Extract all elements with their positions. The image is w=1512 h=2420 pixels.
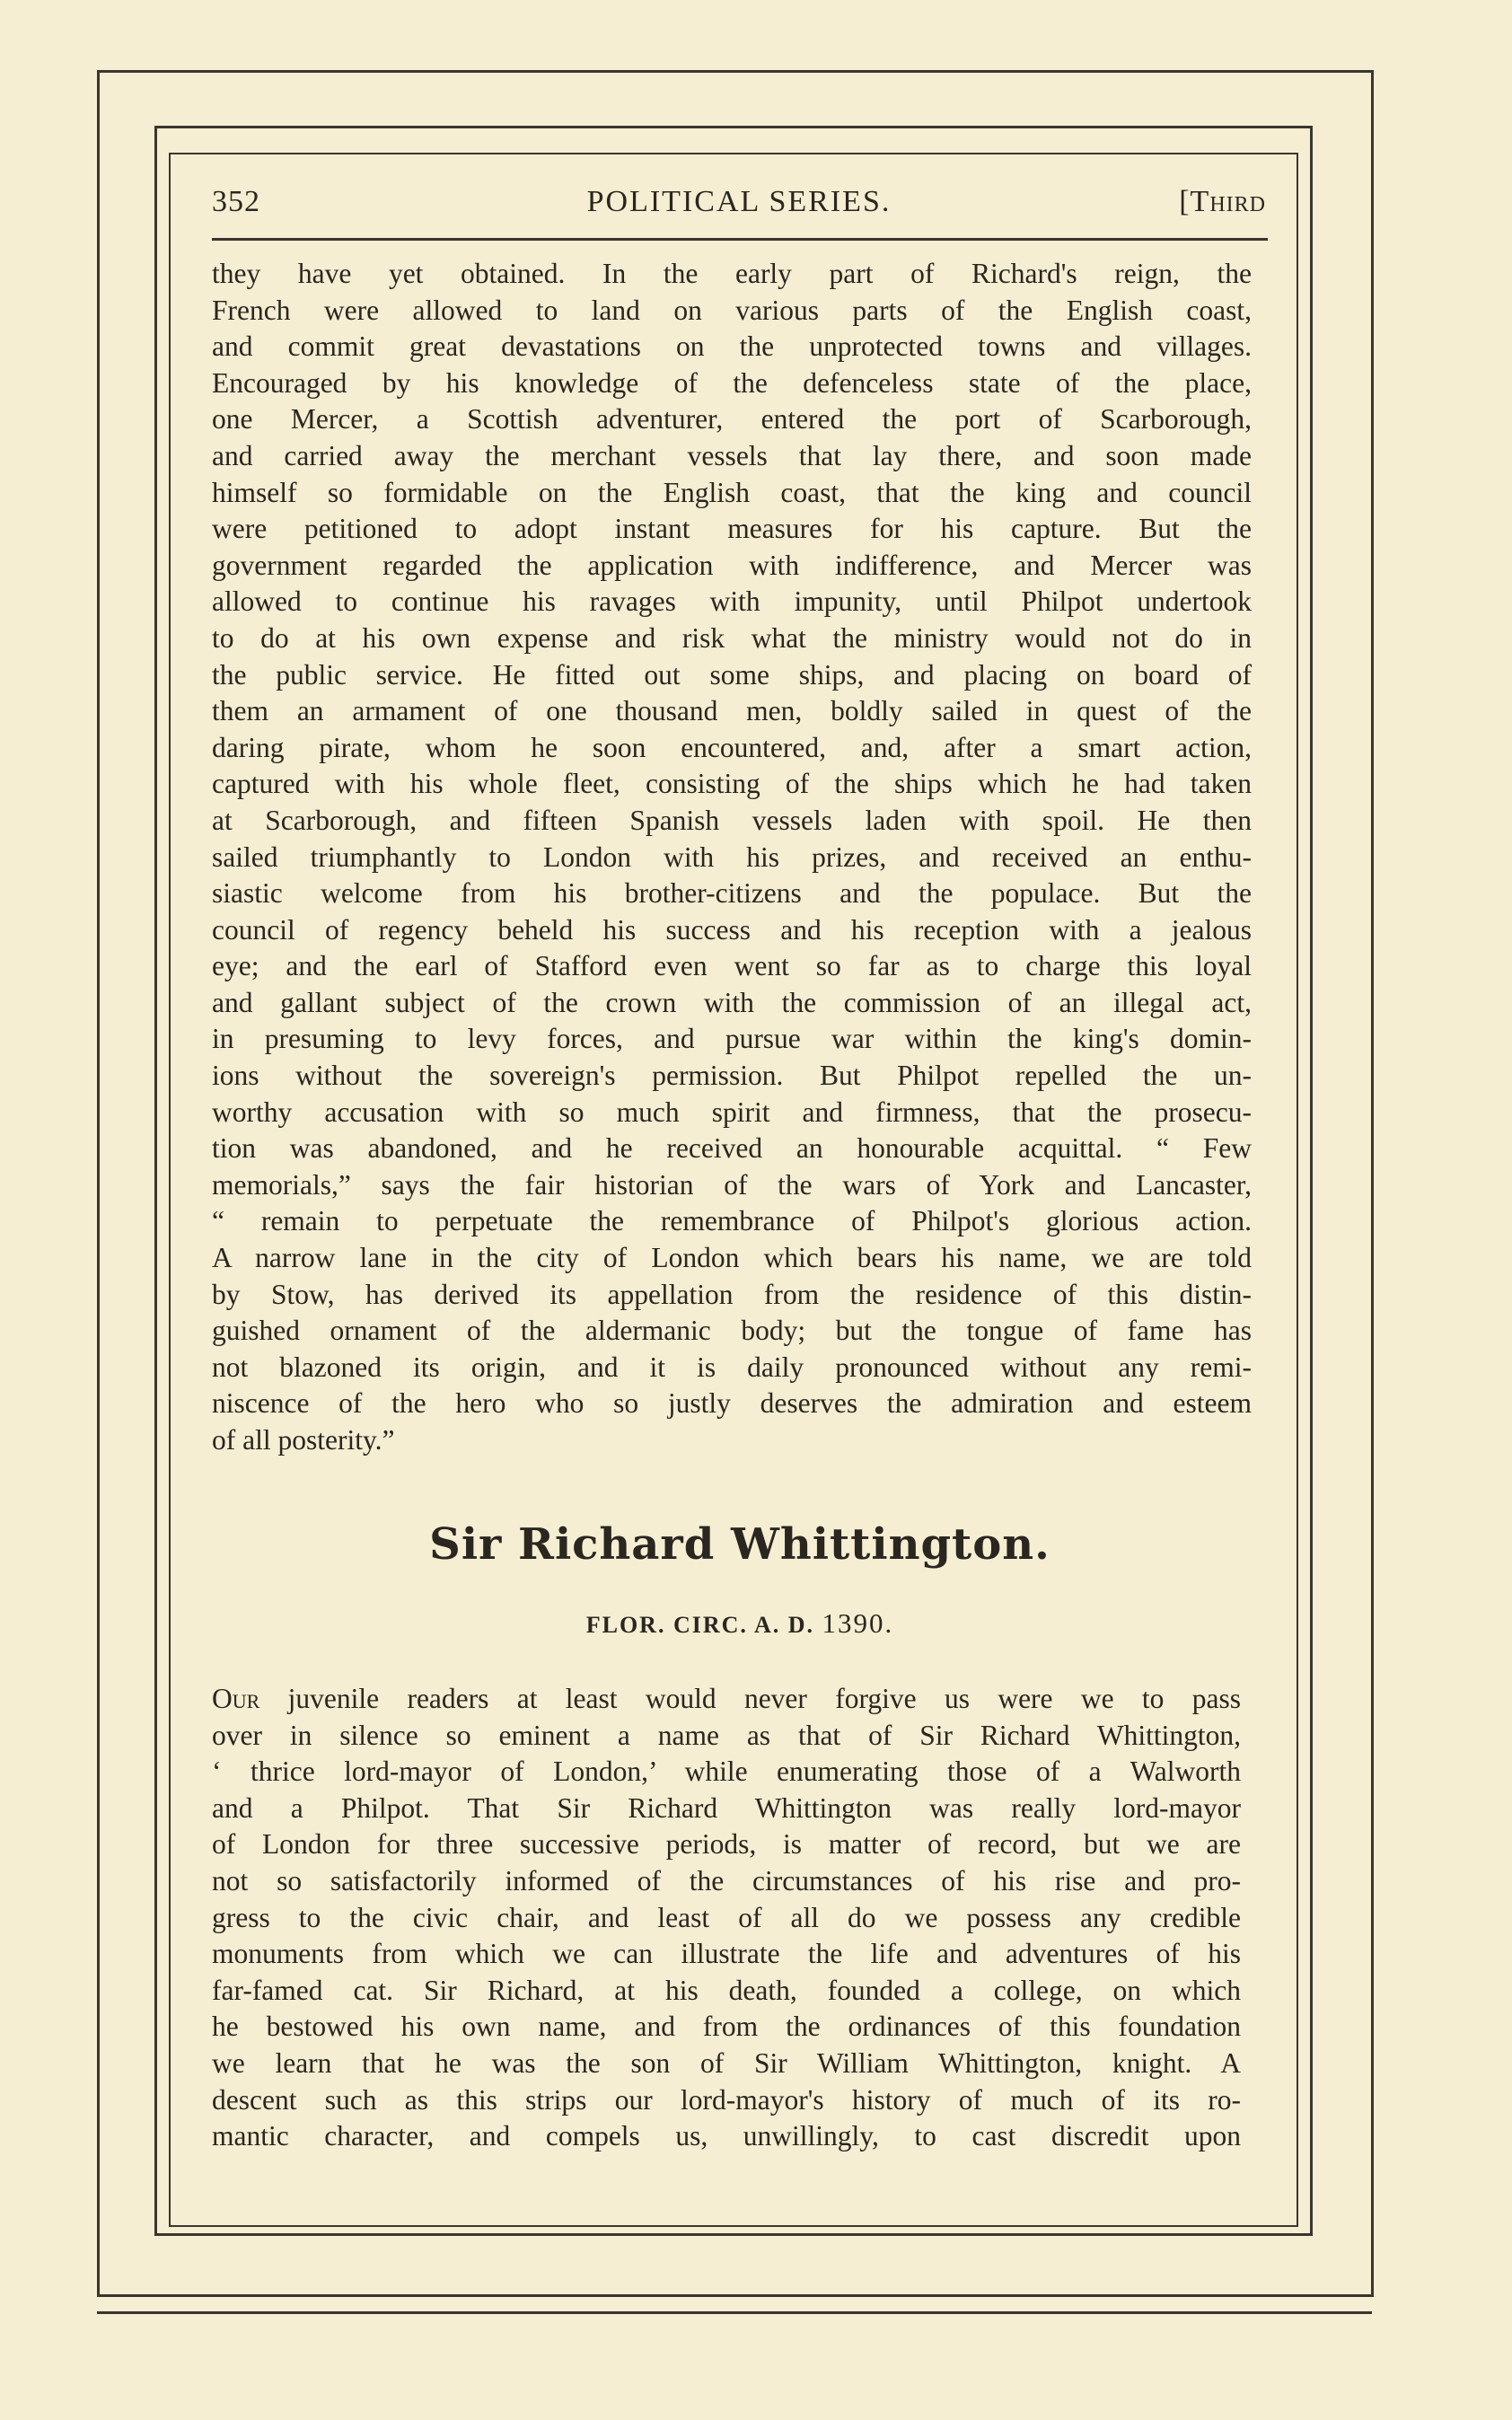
text-line: ‘ thrice lord-mayor of London,’ while enumerating those of a Walworth: [212, 1756, 1241, 1788]
text-line: over in silence so eminent a name as that of Sir Richard Whittington,: [212, 1719, 1241, 1751]
text-line: to do at his own expense and risk what the ministry would not do in: [212, 621, 1252, 654]
text-line: them an armament of one thousand men, boldly sailed in quest of the: [212, 695, 1252, 727]
text-line: far-famed cat. Sir Richard, at his death, founded a college, on which: [212, 1974, 1241, 2006]
text-line: and carried away the merchant vessels that lay there, and soon made: [212, 439, 1252, 471]
passage-whittington: [212, 1681, 1241, 2155]
text-line: and commit great devastations on the unprotected towns and villages.: [212, 330, 1252, 363]
text-line: the public service. He fitted out some ships, and placing on board of: [212, 658, 1252, 691]
text-line: captured with his whole fleet, consisting of the ships which he had taken: [212, 768, 1252, 800]
text-line: gress to the civic chair, and least of all do we possess any credible: [212, 1901, 1241, 1933]
text-line: French were allowed to land on various parts of the English coast,: [212, 294, 1252, 326]
text-line: were petitioned to adopt instant measures for his capture. But the: [212, 513, 1252, 545]
text-line: they have yet obtained. In the early part of Richard's reign, the: [212, 258, 1252, 289]
text-line: guished ornament of the aldermanic body; but the tongue of fame has: [212, 1315, 1252, 1347]
text-line: by Stow, has derived its appellation from the residence of this distin-: [212, 1278, 1252, 1310]
text-line: and a Philpot. That Sir Richard Whittington was really lord-mayor: [212, 1791, 1241, 1824]
first-line-rest: juvenile readers at least would never forgive us were we to pass: [287, 1683, 1242, 1714]
text-line: in presuming to levy forces, and pursue war within the king's domin-: [212, 1023, 1252, 1055]
text-line: daring pirate, whom he soon encountered, and, after a smart action,: [212, 731, 1252, 763]
text-line: “ remain to perpetuate the remembrance of Philpot's glorious action.: [212, 1205, 1252, 1237]
text-line: himself so formidable on the English coast, that the king and council: [212, 476, 1252, 508]
text-line: monuments from which we can illustrate the life and adventures of his: [212, 1938, 1241, 1970]
text-line: not blazoned its origin, and it is daily pronounced without any remi-: [212, 1351, 1252, 1383]
header-rule: [212, 238, 1268, 241]
running-title: POLITICAL SERIES.: [586, 185, 892, 218]
text-line: descent such as this strips our lord-mayor's history of much of its ro-: [212, 2083, 1241, 2116]
flor-year: 1390.: [822, 1607, 894, 1639]
text-line: worthy accusation with so much spirit and firmness, that the prosecu-: [212, 1096, 1252, 1128]
text-line: A narrow lane in the city of London which bears his name, we are told: [212, 1242, 1252, 1274]
text-line: at Scarborough, and fifteen Spanish vessels laden with spoil. He then: [212, 804, 1252, 836]
text-line: he bestowed his own name, and from the ordinances of this foundation: [212, 2011, 1241, 2043]
text-line: siastic welcome from his brother-citizens and the populace. But the: [212, 877, 1252, 910]
text-line: allowed to continue his ravages with impunity, until Philpot undertook: [212, 585, 1252, 618]
text-line: of London for three successive periods, is matter of record, but we are: [212, 1828, 1241, 1861]
section-label: [Third: [1179, 185, 1266, 218]
text-line: memorials,” says the fair historian of the wars of York and Lancaster,: [212, 1168, 1252, 1201]
text-line: of all posterity.”: [212, 1424, 395, 1456]
text-line: mantic character, and compels us, unwillingly, to cast discredit upon: [212, 2120, 1241, 2152]
flor-line: [212, 1607, 1268, 1640]
text-line: tion was abandoned, and he received an honourable acquittal. “ Few: [212, 1132, 1252, 1165]
text-line: not so satisfactorily informed of the circumstances of his rise and pro-: [212, 1864, 1241, 1896]
page-number: 352: [212, 185, 260, 218]
flor-label: FLOR. CIRC. A. D.: [585, 1612, 815, 1638]
text-line: ions without the sovereign's permission. But Philpot repelled the un-: [212, 1060, 1252, 1092]
text-line: council of regency beheld his success and his reception with a jealous: [212, 913, 1252, 946]
text-line: niscence of the hero who so justly deserves the admiration and esteem: [212, 1387, 1252, 1420]
passage-philpot: [212, 256, 1252, 1459]
text-line: and gallant subject of the crown with the commission of an illegal act,: [212, 986, 1252, 1018]
text-line: eye; and the earl of Stafford even went so far as to charge this loyal: [212, 950, 1252, 982]
text-line: sailed triumphantly to London with his prizes, and received an enthu-: [212, 840, 1252, 873]
drop-word: Our: [212, 1683, 260, 1714]
outer-border-bottom-rule: [97, 2311, 1372, 2314]
running-head: [212, 185, 1266, 230]
text-line: government regarded the application with indifference, and Mercer was: [212, 549, 1252, 581]
text-line: one Mercer, a Scottish adventurer, entered the port of Scarborough,: [212, 403, 1252, 436]
text-line: [212, 1681, 1241, 1718]
text-line: Encouraged by his knowledge of the defenceless state of the place,: [212, 366, 1252, 399]
text-line: we learn that he was the son of Sir William Whittington, knight. A: [212, 2046, 1241, 2079]
section-heading: Sir Richard Whittington.: [429, 1519, 1050, 1570]
